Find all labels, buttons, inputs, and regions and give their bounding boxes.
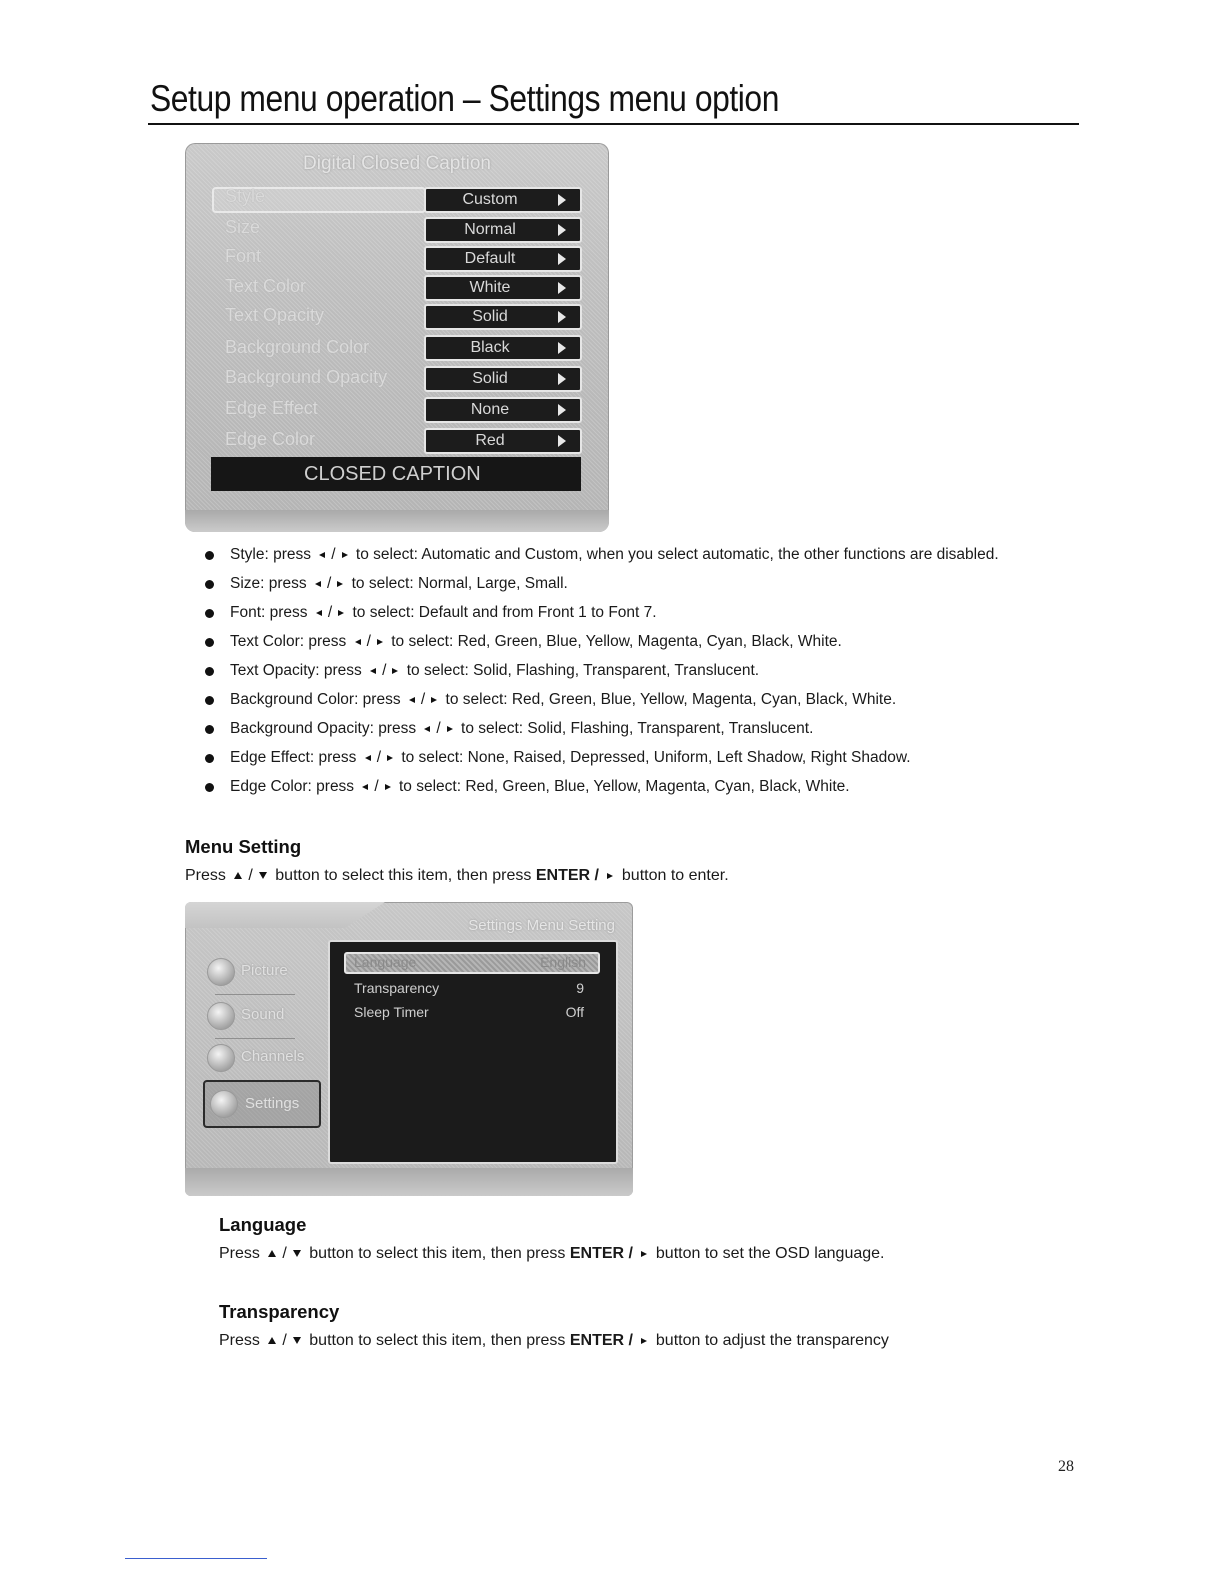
menu-setting-text: Press / button to select this item, then press ENTER / button to enter. <box>185 867 729 884</box>
right-arrow-icon <box>558 435 566 447</box>
right-arrow-icon <box>558 282 566 294</box>
cc-header: Digital Closed Caption <box>303 153 491 174</box>
right-arrow-icon <box>558 194 566 206</box>
list-item: Background Color: press / to select: Red, Green, Blue, Yellow, Magenta, Cyan, Black, White. <box>205 690 999 719</box>
closed-caption-screenshot <box>185 143 609 532</box>
cc-label-size: Size <box>225 217 261 237</box>
right-arrow-icon <box>387 755 393 761</box>
left-arrow-icon <box>409 697 415 703</box>
menu-item-channels[interactable]: Channels <box>207 1040 312 1076</box>
down-arrow-icon <box>293 1250 301 1257</box>
language-heading: Language <box>219 1214 307 1235</box>
settings-panel <box>328 940 618 1164</box>
list-item: Background Opacity: press / to select: Solid, Flashing, Transparent, Translucent. <box>205 719 999 748</box>
up-arrow-icon <box>234 872 242 879</box>
left-arrow-icon <box>424 726 430 732</box>
bullet-icon <box>205 696 214 705</box>
menu-item-picture[interactable]: Picture <box>207 954 312 990</box>
left-arrow-icon <box>370 668 376 674</box>
sound-icon <box>207 1002 235 1030</box>
left-arrow-icon <box>355 639 361 645</box>
list-item: Text Opacity: press / to select: Solid, Flashing, Transparent, Translucent. <box>205 661 999 690</box>
right-arrow-icon <box>337 581 343 587</box>
picture-icon <box>207 958 235 986</box>
footer-rule <box>125 1558 267 1559</box>
down-arrow-icon <box>259 872 267 879</box>
settings-gear-icon <box>210 1090 238 1118</box>
page-number: 28 <box>1058 1458 1074 1475</box>
right-arrow-icon <box>431 697 437 703</box>
bullet-icon <box>205 551 214 560</box>
cc-footer-bar <box>211 457 581 491</box>
title-rule <box>148 123 1079 125</box>
right-arrow-icon <box>385 784 391 790</box>
bullet-icon <box>205 725 214 734</box>
list-item: Font: press / to select: Default and from Front 1 to Font 7. <box>205 603 999 632</box>
cc-footer-label: CLOSED CAPTION <box>304 463 481 485</box>
right-arrow-icon <box>338 610 344 616</box>
right-arrow-icon <box>558 311 566 323</box>
transparency-heading: Transparency <box>219 1301 340 1322</box>
cc-value-style[interactable]: Custom <box>424 187 582 213</box>
list-item: Text Color: press / to select: Red, Green, Blue, Yellow, Magenta, Cyan, Black, White. <box>205 632 999 661</box>
menu-item-settings[interactable]: Settings <box>203 1080 321 1128</box>
bullet-icon <box>205 609 214 618</box>
cc-value-text-opacity[interactable]: Solid <box>424 304 582 330</box>
cc-bottom-strip <box>185 510 609 532</box>
list-item: Size: press / to select: Normal, Large, Small. <box>205 574 999 603</box>
menu-top-tab <box>185 902 385 928</box>
right-arrow-icon <box>558 224 566 236</box>
right-arrow-icon <box>558 404 566 416</box>
settings-menu-screenshot <box>185 902 633 1196</box>
right-arrow-icon <box>447 726 453 732</box>
list-item: Style: press / to select: Automatic and Custom, when you select automatic, the other functions are disabled. <box>205 545 999 574</box>
cc-value-text-color[interactable]: White <box>424 275 582 301</box>
settings-menu-title: Settings Menu Setting <box>468 917 615 934</box>
cc-label-style: Style <box>225 186 266 206</box>
menu-bottom-strip <box>185 1168 633 1196</box>
up-arrow-icon <box>268 1337 276 1344</box>
left-arrow-icon <box>362 784 368 790</box>
channels-icon <box>207 1044 235 1072</box>
right-arrow-icon <box>342 552 348 558</box>
cc-value-background-color[interactable]: Black <box>424 335 582 361</box>
settings-row-language[interactable]: Language English <box>344 952 600 974</box>
left-arrow-icon <box>365 755 371 761</box>
cc-value-edge-color[interactable]: Red <box>424 428 582 454</box>
menu-setting-heading: Menu Setting <box>185 836 302 857</box>
right-arrow-icon <box>641 1338 647 1344</box>
menu-divider <box>215 994 295 995</box>
bullet-icon <box>205 667 214 676</box>
left-arrow-icon <box>319 552 325 558</box>
cc-value-background-opacity[interactable]: Solid <box>424 366 582 392</box>
cc-label-edge-effect: Edge Effect <box>225 398 318 418</box>
left-arrow-icon <box>316 610 322 616</box>
cc-label-font: Font <box>225 246 262 266</box>
right-arrow-icon <box>558 342 566 354</box>
right-arrow-icon <box>377 639 383 645</box>
page-title: Setup menu operation – Settings menu option <box>150 78 779 119</box>
down-arrow-icon <box>293 1337 301 1344</box>
settings-row-transparency[interactable]: Transparency 9 <box>354 980 584 996</box>
bullet-icon <box>205 580 214 589</box>
menu-item-sound[interactable]: Sound <box>207 998 312 1034</box>
cc-label-edge-color: Edge Color <box>225 429 316 449</box>
bullet-icon <box>205 638 214 647</box>
cc-label-background-color: Background Color <box>225 337 370 357</box>
right-arrow-icon <box>641 1251 647 1257</box>
list-item: Edge Effect: press / to select: None, Raised, Depressed, Uniform, Left Shadow, Right Shadow. <box>205 748 999 777</box>
left-arrow-icon <box>315 581 321 587</box>
cc-label-background-opacity: Background Opacity <box>225 367 388 387</box>
option-bullet-list <box>205 545 999 806</box>
cc-label-text-opacity: Text Opacity <box>225 305 325 325</box>
settings-row-sleep-timer[interactable]: Sleep Timer Off <box>354 1004 584 1020</box>
menu-divider <box>215 1038 295 1039</box>
up-arrow-icon <box>268 1250 276 1257</box>
bullet-icon <box>205 783 214 792</box>
right-arrow-icon <box>392 668 398 674</box>
right-arrow-icon <box>558 253 566 265</box>
cc-value-font[interactable]: Default <box>424 246 582 272</box>
bullet-icon <box>205 754 214 763</box>
list-item: Edge Color: press / to select: Red, Green, Blue, Yellow, Magenta, Cyan, Black, White. <box>205 777 999 806</box>
right-arrow-icon <box>607 873 613 879</box>
transparency-text: Press / button to select this item, then press ENTER / button to adjust the transparency <box>219 1332 889 1349</box>
cc-label-text-color: Text Color <box>225 276 307 296</box>
cc-value-size[interactable]: Normal <box>424 217 582 243</box>
cc-value-edge-effect[interactable]: None <box>424 397 582 423</box>
right-arrow-icon <box>558 373 566 385</box>
language-text: Press / button to select this item, then press ENTER / button to set the OSD language. <box>219 1245 885 1262</box>
